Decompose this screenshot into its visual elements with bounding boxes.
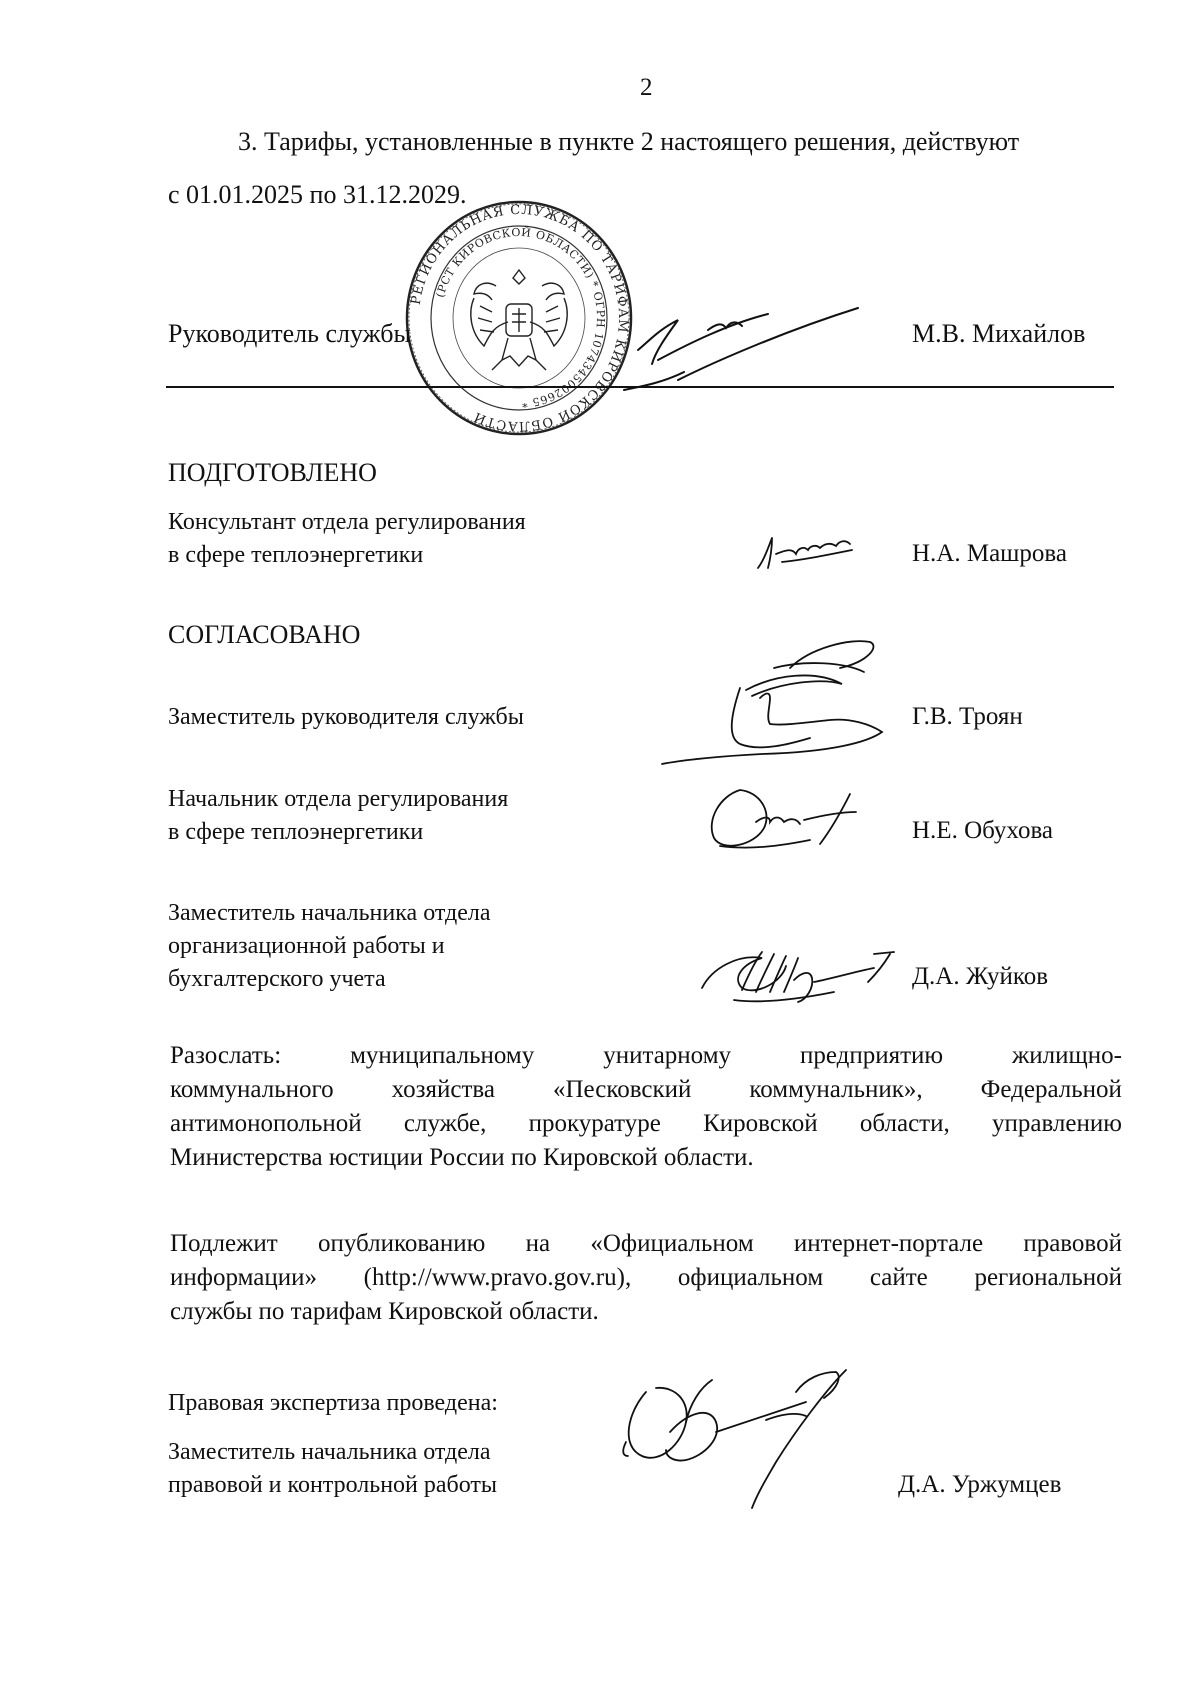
distribution-word: унитарному (603, 1042, 732, 1069)
prepared-position-line-2: в сфере теплоэнергетики (168, 542, 424, 568)
official-seal (404, 198, 634, 438)
page-number: 2 (640, 74, 653, 101)
legal-review-position-line-2: правовой и контрольной работы (168, 1472, 498, 1498)
agreed-2-handwritten-signature (700, 770, 890, 865)
publication-word: сайте (869, 1264, 928, 1291)
prepared-position-line-1: Консультант отдела регулирования (168, 509, 526, 535)
clause-3-line-2: с 01.01.2025 по 31.12.2029. (168, 180, 467, 209)
agreed-1-handwritten-signature (690, 628, 930, 773)
publication-word: информации» (170, 1264, 317, 1291)
distribution-line-3 (170, 1108, 1122, 1140)
clause-3-line-1: 3. Тарифы, установленные в пункте 2 настоящего решения, действуют (238, 127, 1020, 156)
distribution-word: прокуратуре (528, 1110, 661, 1137)
publication-word: правовой (1023, 1230, 1122, 1257)
publication-word: (http://www.pravo.gov.ru), (363, 1264, 632, 1291)
svg-text:РЕГИОНАЛЬНАЯ СЛУЖБА ПО ТАРИФАМ: РЕГИОНАЛЬНАЯ СЛУЖБА ПО ТАРИФАМ КИРОВСКОЙ ОБЛАСТИ (408, 202, 631, 434)
publication-word: на (525, 1230, 551, 1257)
distribution-word: муниципальному (350, 1042, 535, 1069)
agreed-3-position-line-3: бухгалтерского учета (168, 966, 386, 992)
distribution-line-1 (170, 1040, 1122, 1072)
svg-text:(РСТ КИРОВСКОЙ ОБЛАСТИ) * ОГРН: (РСТ КИРОВСКОЙ ОБЛАСТИ) * ОГРН 1074345002665 * (433, 225, 608, 411)
distribution-word: предприятию (799, 1042, 944, 1069)
publication-word: интернет-портале (793, 1230, 984, 1257)
publication-word: «Официальном (590, 1230, 754, 1257)
distribution-word: коммунальник», (749, 1076, 923, 1103)
distribution-word: хозяйства (391, 1076, 496, 1103)
head-position: Руководитель службы (168, 319, 411, 348)
distribution-word: Федеральной (980, 1076, 1122, 1103)
distribution-word: Разослать: (170, 1042, 282, 1069)
distribution-word: управлению (991, 1110, 1122, 1137)
distribution-word: области, (859, 1110, 950, 1137)
publication-line-3: службы по тарифам Кировской области. (170, 1298, 599, 1325)
distribution-word: Кировской (703, 1110, 818, 1137)
distribution-line-2 (170, 1074, 1122, 1106)
publication-line-2 (170, 1262, 1122, 1294)
agreed-1-position: Заместитель руководителя службы (168, 704, 524, 730)
prepared-handwritten-signature (752, 530, 872, 585)
legal-review-handwritten-signature (616, 1362, 886, 1517)
prepared-name: Н.А. Машрова (912, 540, 1068, 567)
publication-word: Подлежит (170, 1230, 278, 1257)
head-handwritten-signature (618, 290, 878, 415)
distribution-word: коммунального (170, 1076, 334, 1103)
distribution-word: жилищно- (1012, 1042, 1122, 1069)
publication-line-1 (170, 1228, 1122, 1260)
agreed-3-position-line-1: Заместитель начальника отдела (168, 900, 491, 926)
distribution-word: антимонопольной (170, 1110, 362, 1137)
agreed-2-position-line-2: в сфере теплоэнергетики (168, 819, 424, 845)
agreed-heading: СОГЛАСОВАНО (168, 620, 361, 649)
legal-review-position-line-1: Заместитель начальника отдела (168, 1439, 491, 1465)
prepared-heading: ПОДГОТОВЛЕНО (168, 458, 377, 487)
publication-word: региональной (974, 1264, 1122, 1291)
agreed-3-name: Д.А. Жуйков (912, 963, 1049, 990)
distribution-word: службе, (403, 1110, 487, 1137)
agreed-2-name: Н.Е. Обухова (912, 817, 1054, 844)
distribution-word: «Песковский (553, 1076, 692, 1103)
legal-review-heading: Правовая экспертиза проведена: (168, 1390, 498, 1416)
agreed-2-position-line-1: Начальник отдела регулирования (168, 786, 509, 812)
distribution-line-4: Министерства юстиции России по Кировской области. (170, 1144, 754, 1171)
publication-word: официальном (677, 1264, 824, 1291)
agreed-1-name: Г.В. Троян (912, 703, 1023, 730)
agreed-3-position-line-2: организационной работы и (168, 933, 445, 959)
publication-word: опубликованию (317, 1230, 486, 1257)
legal-review-name: Д.А. Уржумцев (898, 1471, 1062, 1498)
agreed-3-handwritten-signature (694, 940, 914, 1015)
head-name: М.В. Михайлов (912, 319, 1086, 348)
